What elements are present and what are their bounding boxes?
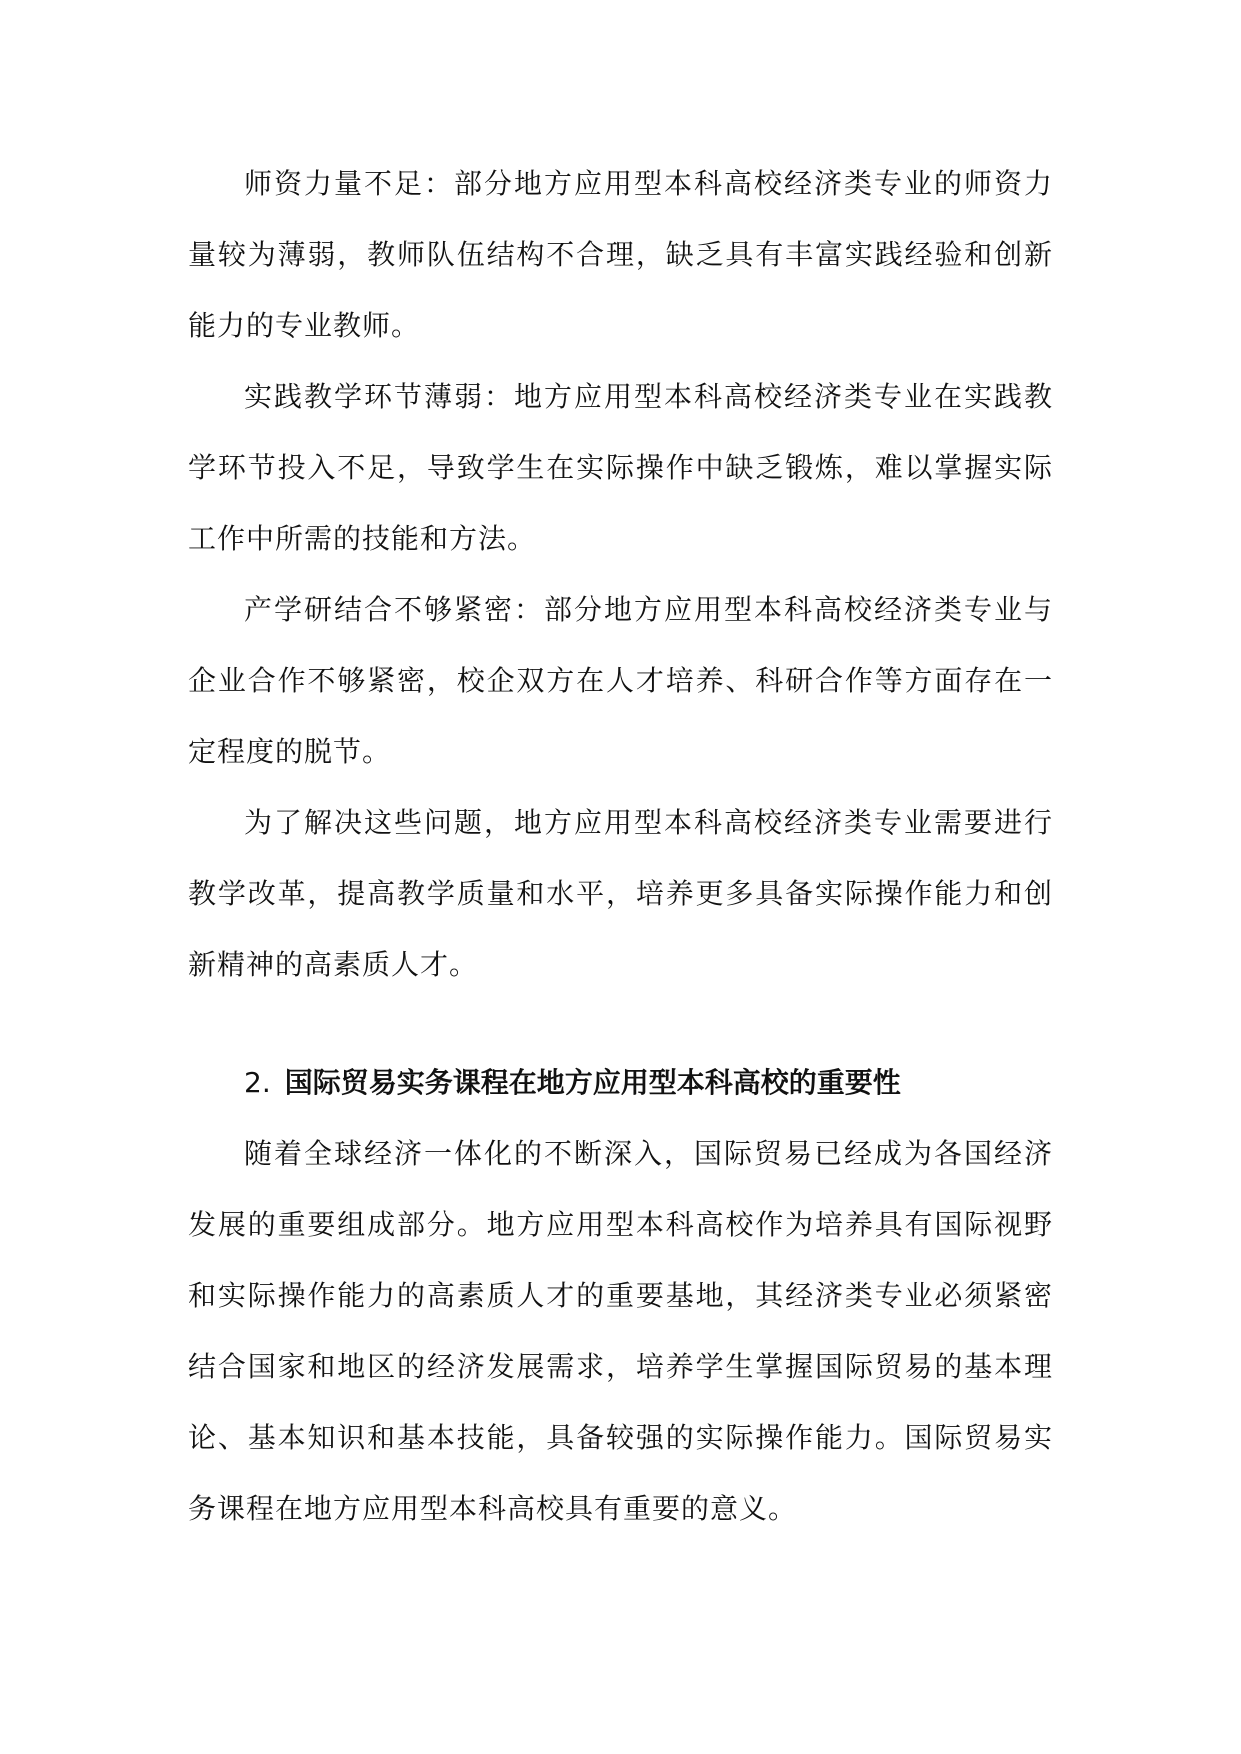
paragraph: 师资力量不足：部分地方应用型本科高校经济类专业的师资力量较为薄弱，教师队伍结构不合理，缺乏具有丰富实践经验和创新能力的专业教师。 [188,167,1053,342]
paragraph: 产学研结合不够紧密：部分地方应用型本科高校经济类专业与企业合作不够紧密，校企双方在人才培养、科研合作等方面存在一定程度的脱节。 [188,593,1053,768]
document-body [188,148,1053,1544]
section-number: 2. [244,1066,271,1099]
paragraph: 实践教学环节薄弱：地方应用型本科高校经济类专业在实践教学环节投入不足，导致学生在实际操作中缺乏锻炼，难以掌握实际工作中所需的技能和方法。 [188,380,1053,555]
section-heading [188,1047,1053,1118]
paragraph: 为了解决这些问题，地方应用型本科高校经济类专业需要进行教学改革，提高教学质量和水平，培养更多具备实际操作能力和创新精神的高素质人才。 [188,806,1053,981]
section-title: 国际贸易实务课程在地方应用型本科高校的重要性 [284,1066,901,1099]
paragraph: 随着全球经济一体化的不断深入，国际贸易已经成为各国经济发展的重要组成部分。地方应用型本科高校作为培养具有国际视野和实际操作能力的高素质人才的重要基地，其经济类专业必须紧密结合国家和地区的经济发展需求，培养学生掌握国际贸易的基本理论、基本知识和基本技能，具备较强的实际操作能力。国际贸易实务课程在地方应用型本科高校具有重要的意义。 [188,1137,1053,1525]
